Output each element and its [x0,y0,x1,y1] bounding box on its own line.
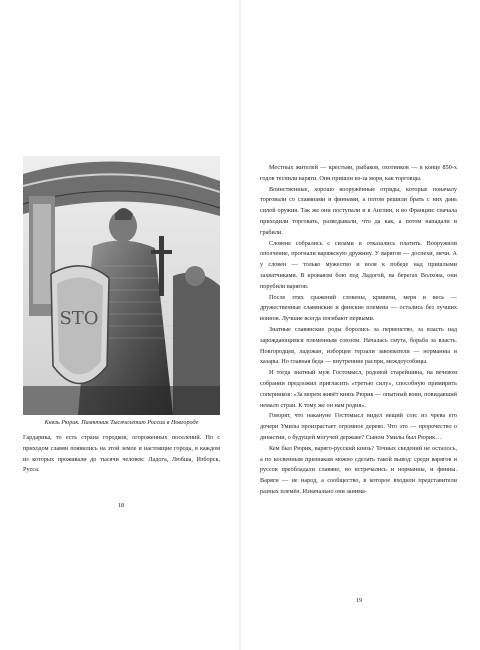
left-page-text [23,433,220,476]
paragraph: Гардарика, то есть страна городков, огороженных поселений. Но с приходом славян появились на этой земле и настоящие города, в каждом из которых проживали до тысячи человек: Ладога, Любша, Изборск, Русса. [23,434,220,474]
right-page-text [260,163,457,498]
monument-photo [23,156,220,415]
paragraph: После этих сражений словены, кривичи, меря и весь — дружественные славянские и финские племена — остались без лучших воинов. Лучшие всегда погибают первыми. [260,293,457,323]
paragraph: Воинственные, хорошо вооружённые отряды, которые поначалу торговали со славянами и финнами, а потом решили брать с них дань силой оружия. Так же они поступали и в Англии, и во Франции: сначала приходили торговать, разведывали, что да как, а потом нападали и грабили. [260,185,457,236]
page-number-left: 18 [117,502,125,509]
paragraph: Знатные славянские роды боролись за первенство, за власть над зарождающимся племенным союзом. Началась смута, борьба за власть. Новгородцев, ладожан, изборцев терзали завоеватели — норманны и хазары. Но главная беда — внутренние распри, междоусобицы. [260,325,457,366]
paragraph: И тогда знатный муж Гостомысл, родовой старейшина, на вечевом собрании предложил пригласить «третью силу», способную примирить соперников: «За морем живёт князь Рюрик — опытный воин, повидавший немало стран. К тому же он нам родня». [260,369,457,409]
paragraph: Местных жителей — крестьян, рыбаков, охотников — в конце 850-х годов теснили варяги. Они пришли из-за моря, как торговцы. [260,164,457,182]
svg-text:STO: STO [59,308,99,329]
page-number-right: 19 [355,597,363,604]
monument-photo-icon [23,156,220,415]
paragraph: Кем был Рюрик, варяго-русский князь? Точных сведений не осталось, а по косвенным признакам можно сделать такой вывод: среди варягов и руссов преобладали славяне, но встречались и норманны, и финны. Варяги — не народ, а сообщество, в которое входили представители разных племён. Изначально они занима- [260,444,457,495]
photo-caption: Князь Рюрик. Памятник Тысячелетию России в Новгороде [44,420,199,426]
paragraph: Словене собрались с силами и отказались платить. Вооружили ополчение, прогнали варяжскую дружину. У варягов — доспехи, мечи. А у словен — только мужество и воля к победе над пришлыми захватчиками. В кровавом бою под Ладогой, на берегах Волхова, они порубили варягов. [260,239,457,290]
paragraph: Говорят, что накануне Гостомысл видел вещий сон: из чрева его дочери Умилы произрастает огромное дерево. Что это — пророчество о династии, о будущей могучей державе? Сыном Умилы был Рюрик… [260,412,457,441]
